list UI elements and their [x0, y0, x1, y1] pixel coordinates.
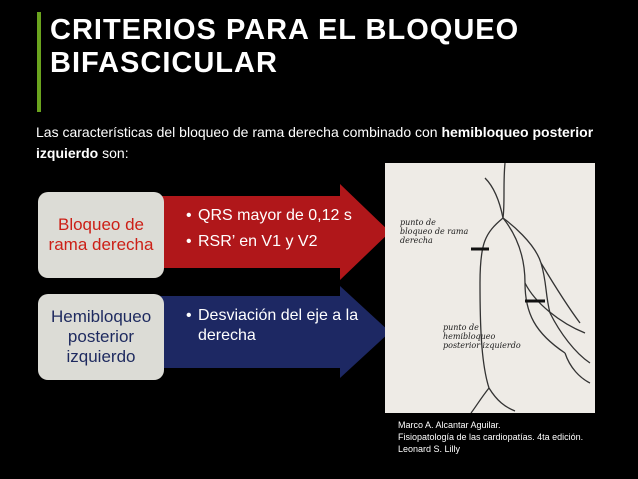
citation-line-title: Fisiopatología de las cardiopatías. 4ta edición.: [398, 432, 584, 442]
bullet-text: Desviación del eje a la derecha: [198, 307, 359, 344]
figure-label-posterior-block: punto de hemibloqueo posterior izquierdo: [443, 323, 521, 350]
citation-line-author: Marco A. Alcantar Aguilar.: [398, 420, 501, 430]
bullet-text: QRS mayor de 0,12 s: [198, 207, 352, 224]
title-accent-line: [37, 12, 41, 112]
label-box-posterior-hemiblock: [38, 294, 164, 380]
label-posterior-hemiblock: Hemibloqueo posterior izquierdo: [51, 307, 152, 366]
conduction-system-figure: [385, 163, 595, 413]
criteria-diagram: [34, 182, 394, 382]
label-box-right-bundle: [38, 192, 164, 278]
slide-title-text: CRITERIOS PARA EL BLOQUEO BIFASCICULAR: [50, 14, 520, 79]
title-area: [0, 0, 638, 110]
label-right-bundle: Bloqueo de rama derecha: [48, 215, 154, 254]
bullet-icon: •: [186, 307, 192, 324]
bullet-item: [186, 306, 376, 346]
bullet-item: [186, 206, 376, 226]
intro-end: son:: [98, 145, 129, 161]
intro-plain: Las características del bloqueo de rama derecha combinado con: [36, 124, 442, 140]
slide-title: [50, 14, 520, 80]
intro-text: [36, 122, 616, 164]
bullets-posterior-hemiblock: [186, 306, 376, 352]
intro-bold: hemibloqueo posterior izquierdo: [36, 124, 594, 161]
citation-line-editor: Leonard S. Lilly: [398, 444, 461, 454]
citation: [398, 419, 583, 455]
bullet-icon: •: [186, 233, 192, 250]
bullets-right-bundle: [186, 206, 376, 258]
bullet-item: [186, 232, 376, 252]
bullet-icon: •: [186, 207, 192, 224]
bullet-text: RSR’ en V1 y V2: [198, 233, 318, 250]
figure-label-right-block: punto de bloqueo de rama derecha: [400, 218, 469, 245]
conduction-drawing: [385, 163, 595, 413]
